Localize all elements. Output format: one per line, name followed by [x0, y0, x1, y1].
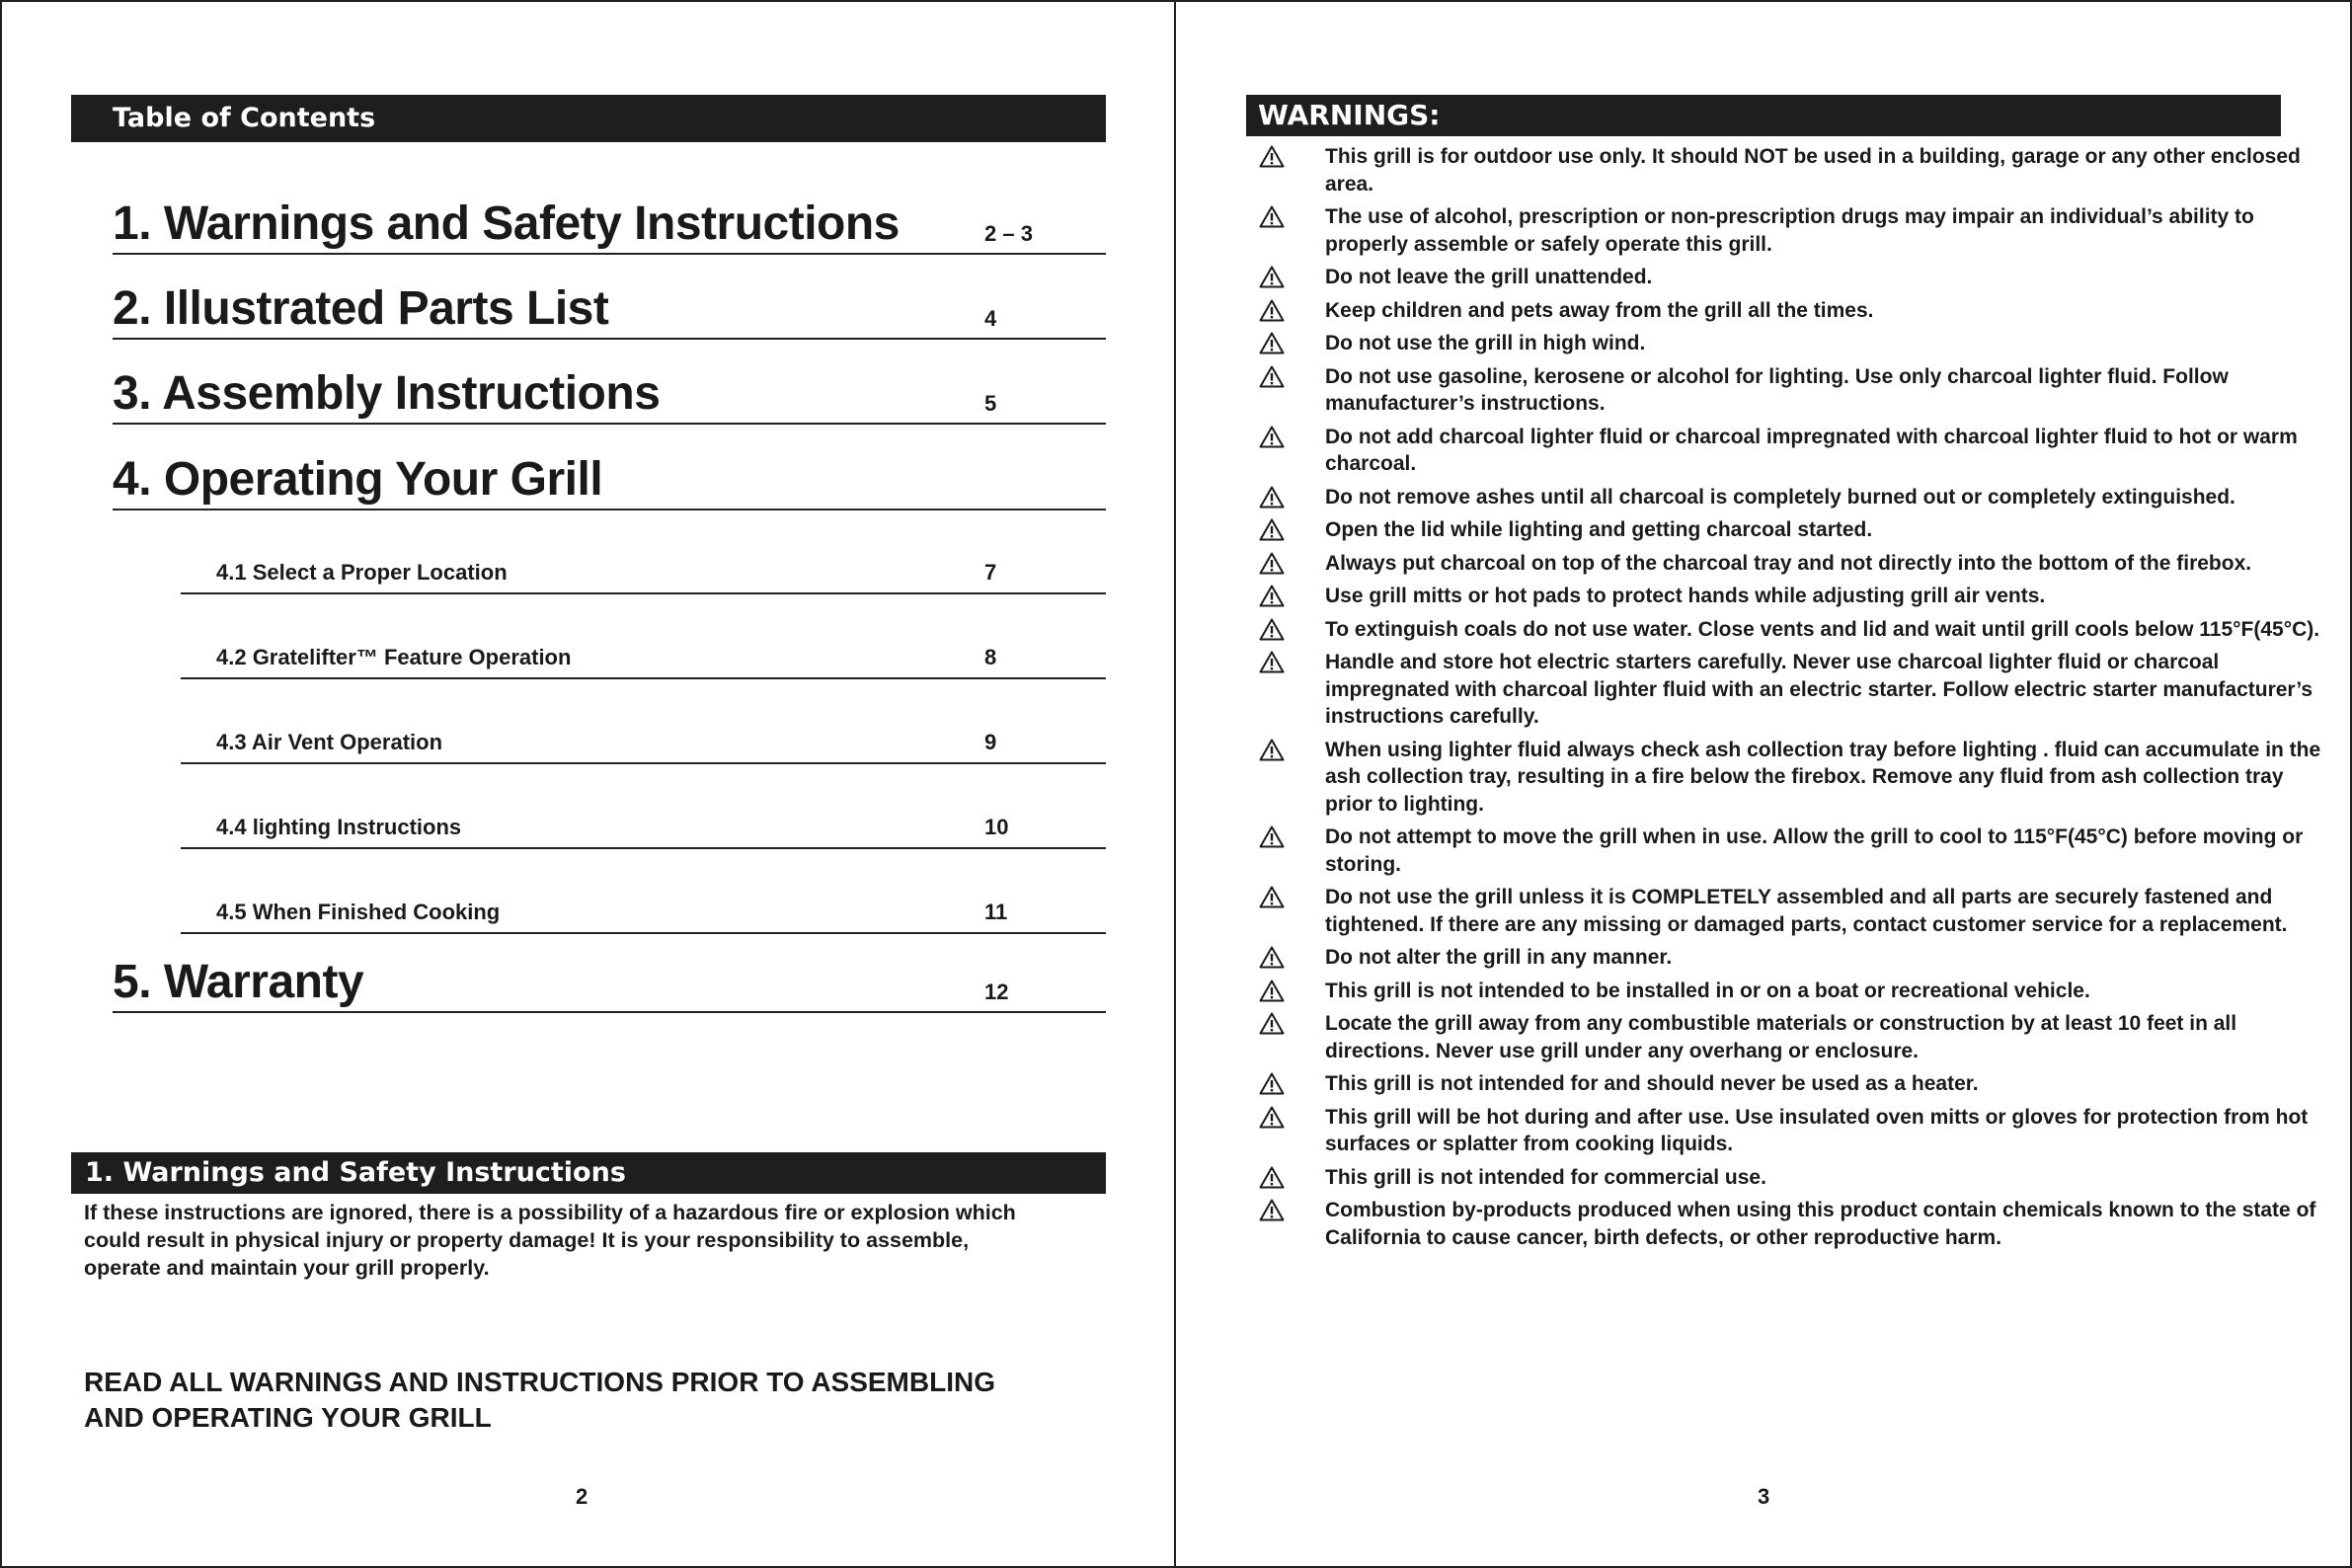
page-left [0, 0, 1174, 1568]
warning-text: Locate the grill away from any combustible materials or construction by at least 10 feet in all directions. Never use grill under any overhang or enclosure. [1325, 1012, 2237, 1062]
warning-text: Do not remove ashes until all charcoal is completely burned out or completely extinguished. [1325, 485, 2235, 509]
warning-text: Do not attempt to move the grill when in use. Allow the grill to cool to 115°F(45°C) before moving or storing. [1325, 825, 2304, 876]
warnings-list [1176, 143, 2350, 1257]
warning-text: Handle and store hot electric starters carefully. Never use charcoal lighter fluid or charcoal impregnated with charcoal lighter fluid with an electric starter. Follow electric starter manufacturer’s instructions carefully. [1325, 651, 2313, 728]
toc-subentry-page: 11 [984, 900, 1008, 924]
warning-triangle-icon [1259, 426, 1285, 448]
warning-triangle-icon [1259, 946, 1285, 969]
warning-text: Keep children and pets away from the grill all the times. [1325, 298, 1874, 322]
warning-item [1176, 143, 2350, 197]
warning-text: This grill is not intended for and should never be used as a heater. [1325, 1072, 1979, 1095]
toc-subentry-page: 9 [984, 730, 997, 754]
warning-text: Combustion by-products produced when using this product contain chemicals known to the state of California to cause cancer, birth defects, or other reproductive harm. [1325, 1199, 2316, 1249]
warning-item [1176, 583, 2350, 610]
warning-item [1176, 884, 2350, 938]
toc-entry-warnings[interactable] [113, 186, 1106, 255]
warning-text: This grill is not intended to be installed in or on a boat or recreational vehicle. [1325, 979, 2090, 1002]
toc-entry-page: 5 [984, 391, 997, 416]
warning-text: When using lighter fluid always check ash collection tray before lighting . fluid can accumulate in the ash collection tray, resulting in a fire below the firebox. Remove any fluid from ash collection tray prior to lighting. [1325, 738, 2321, 816]
warning-text: Always put charcoal on top of the charcoal tray and not directly into the bottom of the firebox. [1325, 551, 2252, 575]
warning-text: Do not use gasoline, kerosene or alcohol for lighting. Use only charcoal lighter fluid. Follow manufacturer’s instructions. [1325, 364, 2229, 415]
toc-subentry-title: 4.4 lighting Instructions [216, 815, 462, 839]
warning-item [1176, 264, 2350, 291]
intro-line: could result in physical injury or property damage! It is your responsibility to assemble, [84, 1228, 970, 1252]
warning-item [1176, 1010, 2350, 1064]
warning-text: Do not use the grill in high wind. [1325, 332, 1646, 354]
warning-item [1176, 616, 2350, 644]
warning-triangle-icon [1259, 618, 1285, 641]
toc-entry-warranty[interactable] [113, 944, 1106, 1013]
warning-triangle-icon [1259, 205, 1285, 228]
toc-entry-title: 1. Warnings and Safety Instructions [113, 197, 900, 250]
toc-subentry-gratelifter[interactable] [181, 644, 1106, 679]
warning-text: This grill will be hot during and after use. Use insulated oven mitts or gloves for protection from hot surfaces or splatter from cooking liquids. [1325, 1105, 2309, 1155]
warning-text: Do not use the grill unless it is COMPLETELY assembled and all parts are securely fastened and tightened. If there are any missing or damaged parts, contact customer service for a replacement. [1325, 886, 2288, 936]
warning-triangle-icon [1259, 980, 1285, 1002]
toc-entry-operating[interactable] [113, 441, 1106, 510]
warning-item [1176, 823, 2350, 878]
warning-item [1176, 330, 2350, 357]
toc-subentry-location[interactable] [181, 559, 1106, 594]
toc-subentry-air-vent[interactable] [181, 729, 1106, 764]
warning-triangle-icon [1259, 1166, 1285, 1189]
warning-text: Do not add charcoal lighter fluid or charcoal impregnated with charcoal lighter fluid to hot or warm charcoal. [1325, 425, 2298, 475]
warning-text: Use grill mitts or hot pads to protect hands while adjusting grill air vents. [1325, 585, 2046, 607]
warning-item [1176, 1104, 2350, 1158]
read-all-notice [84, 1365, 1111, 1436]
warning-item [1176, 978, 2350, 1005]
toc-subentry-title: 4.3 Air Vent Operation [216, 730, 443, 754]
warning-item [1176, 516, 2350, 544]
warning-triangle-icon [1259, 145, 1285, 168]
warning-text: Do not alter the grill in any manner. [1325, 946, 1673, 969]
toc-subentry-finished[interactable] [181, 899, 1106, 934]
intro-line: If these instructions are ignored, there is a possibility of a hazardous fire or explosion which [84, 1201, 1016, 1224]
toc-entry-title: 5. Warranty [113, 956, 364, 1008]
toc-subentry-lighting[interactable] [181, 814, 1106, 849]
warning-item [1176, 649, 2350, 731]
toc-subentry-page: 8 [984, 645, 997, 669]
toc-entry-title: 2. Illustrated Parts List [113, 282, 609, 335]
warning-triangle-icon [1259, 1106, 1285, 1129]
warning-text: Open the lid while lighting and getting charcoal started. [1325, 518, 1873, 541]
page-number: 3 [1758, 1484, 1770, 1509]
warning-triangle-icon [1259, 825, 1285, 848]
warning-item [1176, 1197, 2350, 1251]
toc-subentry-title: 4.5 When Finished Cooking [216, 900, 501, 924]
page-right [1176, 0, 2350, 1568]
warning-item [1176, 944, 2350, 972]
toc-entry-parts-list[interactable] [113, 271, 1106, 340]
warning-item [1176, 550, 2350, 578]
intro-line: operate and maintain your grill properly. [84, 1256, 490, 1280]
toc-entry-page: 12 [984, 980, 1009, 1004]
warning-item [1176, 363, 2350, 418]
toc-entry-title: 4. Operating Your Grill [113, 453, 603, 506]
warning-text: The use of alcohol, prescription or non-prescription drugs may impair an individual’s ability to properly assemble or safely operate this grill. [1325, 205, 2254, 256]
warning-text: To extinguish coals do not use water. Close vents and lid and wait until grill cools below 115°F(45°C). [1325, 617, 2320, 641]
read-all-line: AND OPERATING YOUR GRILL [84, 1402, 492, 1433]
warning-triangle-icon [1259, 585, 1285, 607]
warning-triangle-icon [1259, 1012, 1285, 1035]
intro-paragraph [84, 1199, 1111, 1282]
warning-item [1176, 1164, 2350, 1192]
read-all-line: READ ALL WARNINGS AND INSTRUCTIONS PRIOR TO ASSEMBLING [84, 1367, 995, 1397]
toc-subentry-title: 4.2 Gratelifter™ Feature Operation [216, 645, 572, 669]
toc-subentry-page: 7 [984, 560, 997, 585]
warning-triangle-icon [1259, 332, 1285, 354]
toc-heading: Table of Contents [71, 95, 1106, 142]
warning-triangle-icon [1259, 651, 1285, 673]
warning-text: This grill is not intended for commercial use. [1325, 1165, 1766, 1189]
warning-item [1176, 424, 2350, 478]
warning-item [1176, 203, 2350, 258]
warning-triangle-icon [1259, 266, 1285, 288]
toc-entry-title: 3. Assembly Instructions [113, 367, 661, 420]
toc-subentry-title: 4.1 Select a Proper Location [216, 560, 508, 585]
warning-item [1176, 737, 2350, 819]
warning-triangle-icon [1259, 739, 1285, 761]
warning-triangle-icon [1259, 886, 1285, 908]
warning-text: This grill is for outdoor use only. It should NOT be used in a building, garage or any other enclosed area. [1325, 145, 2301, 196]
warning-item [1176, 1070, 2350, 1098]
warning-triangle-icon [1259, 299, 1285, 322]
warnings-heading: WARNINGS: [1246, 95, 2281, 136]
warning-triangle-icon [1259, 1199, 1285, 1221]
warning-triangle-icon [1259, 486, 1285, 509]
warning-triangle-icon [1259, 552, 1285, 575]
page-number: 2 [576, 1484, 588, 1509]
toc-entry-page: 4 [984, 306, 997, 331]
toc-entry-page: 2 – 3 [984, 221, 1033, 246]
warning-item [1176, 484, 2350, 511]
warning-triangle-icon [1259, 365, 1285, 388]
warning-triangle-icon [1259, 518, 1285, 541]
warning-item [1176, 297, 2350, 325]
section-heading: 1. Warnings and Safety Instructions [71, 1152, 1106, 1194]
toc-entry-assembly[interactable] [113, 355, 1106, 425]
toc-subentry-page: 10 [984, 815, 1009, 839]
warning-triangle-icon [1259, 1072, 1285, 1095]
warning-text: Do not leave the grill unattended. [1325, 266, 1653, 288]
